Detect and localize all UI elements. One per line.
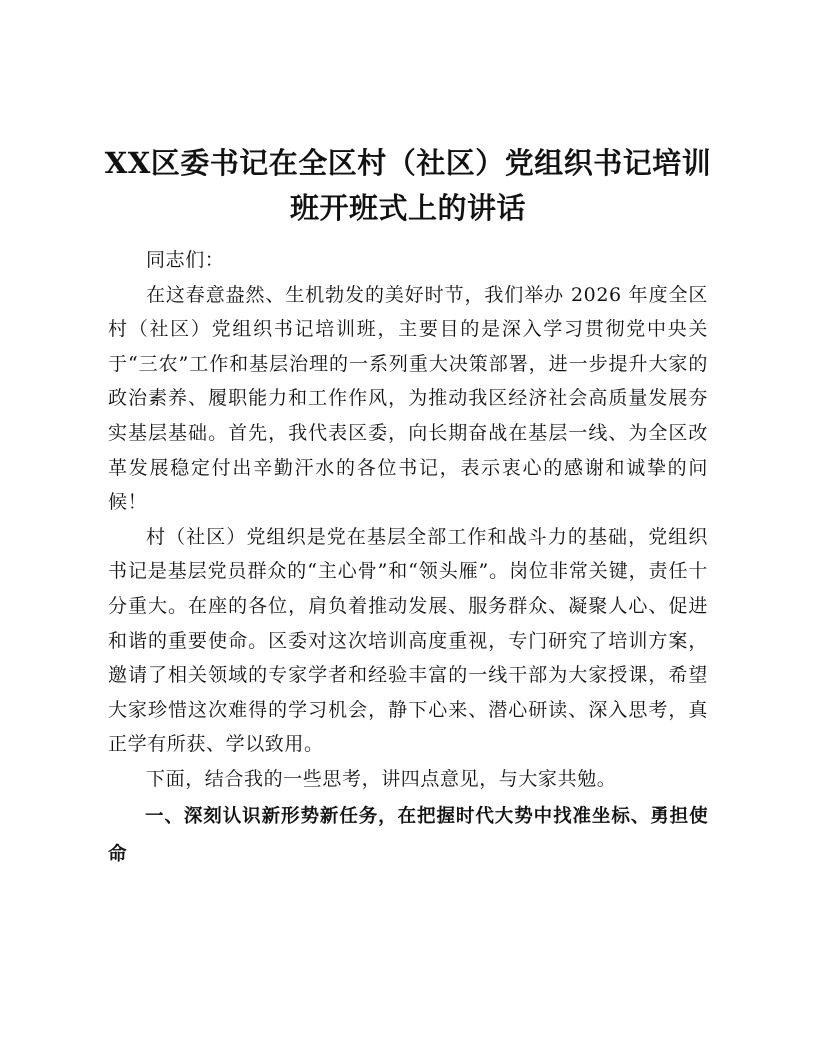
document-body: [108, 243, 708, 874]
section-heading-1: 一、深刻认识新形势新任务，在把握时代大势中找准坐标、勇担使命: [108, 805, 708, 865]
document-title: [100, 141, 716, 231]
salutation: 同志们：: [146, 249, 225, 271]
document-title-line-2: 班开班式上的讲话: [289, 191, 526, 225]
paragraph-opening: 在这春意盎然、生机勃发的美好时节，我们举办 2026 年度全区村（社区）党组织书记培训班，主要目的是深入学习贯彻党中央关于“三农”工作和基层治理的一系列重大决策部署，进一步提升大家的政治素养、履职能力和工作作风，为推动我区经济社会高质量发展夯实基层基础。首先，我代表区委，向长期奋战在基层一线、为全区改革发展稳定付出辛勤汗水的各位书记，表示衷心的感谢和诚挚的问候！: [108, 283, 708, 514]
paragraph-role-of-party-branch: 村（社区）党组织是党在基层全部工作和战斗力的基础，党组织书记是基层党员群众的“主心骨”和“领头雁”。岗位非常关键，责任十分重大。在座的各位，肩负着推动发展、服务群众、凝聚人心、促进和谐的重要使命。区委对这次培训高度重视，专门研究了培训方案，邀请了相关领域的专家学者和经验丰富的一线干部为大家授课，希望大家珍惜这次难得的学习机会，静下心来、潜心研读、深入思考，真正学有所获、学以致用。: [108, 525, 708, 756]
paragraph-outline: 下面，结合我的一些思考，讲四点意见，与大家共勉。: [146, 767, 617, 790]
document-title-line-1: XX区委书记在全区村（社区）党组织书记培训: [104, 146, 712, 180]
